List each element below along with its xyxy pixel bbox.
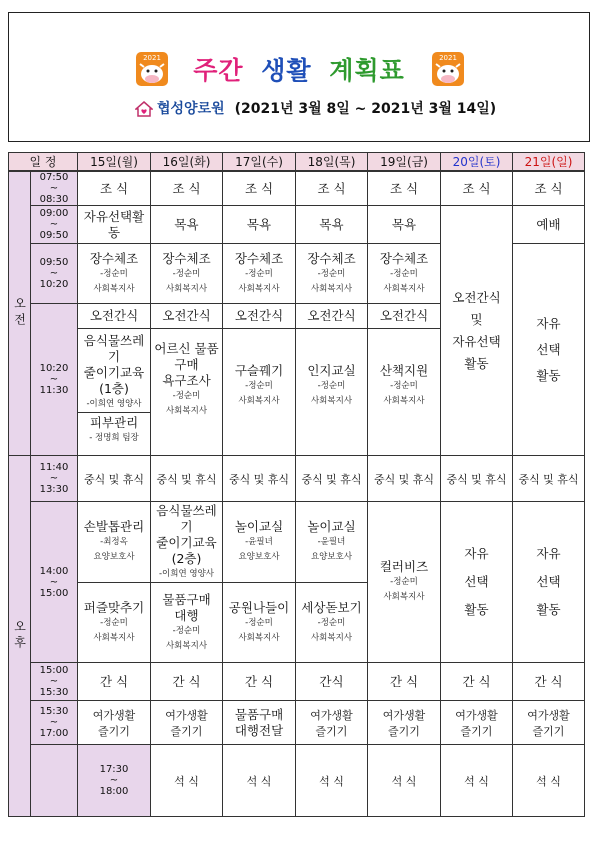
- staff-name: -정순미: [317, 268, 346, 279]
- activity-cell: 목욕: [223, 206, 296, 244]
- day-header: 18일(목): [296, 153, 368, 172]
- activity-line: 대행전달: [234, 722, 284, 738]
- time-end: 11:30: [39, 385, 69, 396]
- activity-title: 피부관리: [89, 415, 139, 430]
- activity-title: (1층): [99, 381, 129, 396]
- title-word-1: 주간: [193, 56, 244, 85]
- activity-title: 줄이기교육: [156, 534, 217, 550]
- activity-title: 어르신 물품: [154, 341, 219, 356]
- staff-name: -정순미: [100, 617, 128, 628]
- svg-text:2021: 2021: [439, 54, 457, 62]
- activity-cell: [151, 244, 223, 304]
- am-label: [9, 171, 31, 456]
- activity-cell: 석 식: [368, 745, 441, 817]
- staff-name: -정순미: [245, 381, 273, 391]
- header-box: [8, 12, 590, 142]
- activity-cell: 석 식: [151, 745, 223, 817]
- activity-cell: 중식 및 휴식: [296, 456, 368, 502]
- activity-cell: 중식 및 휴식: [151, 456, 223, 502]
- time-start: 10:20: [39, 363, 69, 374]
- activity-cell: [296, 701, 368, 745]
- activity-line: 여가생활: [310, 708, 353, 722]
- activity-cell: 조 식: [78, 171, 151, 206]
- table-row: [9, 456, 585, 502]
- activity-cell: 석 식: [223, 745, 296, 817]
- activity-cell: [223, 502, 296, 663]
- time-start: 17:30: [99, 764, 129, 775]
- time-end: 08:30: [39, 194, 69, 205]
- free-line: 자유: [536, 546, 561, 561]
- staff-name: -정순미: [245, 617, 273, 628]
- staff-title: 사회복지사: [93, 283, 135, 294]
- sat-am-line: 오전간식: [452, 289, 501, 305]
- activity-title: 놀이교실: [307, 519, 356, 534]
- activity-line: 여가생활: [527, 708, 570, 722]
- staff-title: 사회복지사: [165, 406, 208, 416]
- activity-cell: [223, 244, 296, 304]
- time-sep: ~: [49, 183, 59, 194]
- time-cell: [31, 244, 78, 304]
- activity-title: 장수체조: [379, 250, 429, 266]
- activity-cell: [78, 304, 151, 456]
- staff-name: -정순미: [172, 391, 201, 401]
- staff-name: -정순미: [390, 577, 418, 587]
- staff-title: 요양보호사: [238, 552, 280, 562]
- time-cell: [31, 456, 78, 502]
- staff-title: 사회복지사: [310, 396, 353, 406]
- org-name: 협성양로원: [157, 101, 225, 117]
- activity-cell: 목욕: [296, 206, 368, 244]
- activity-title: 구슬꿰기: [234, 363, 284, 378]
- time-start: 15:30: [39, 706, 69, 717]
- activity-title: 손발톱관리: [83, 519, 145, 534]
- activity-cell: [78, 701, 151, 745]
- title-word-3: 계획표: [329, 56, 405, 85]
- activity-cell: 목욕: [151, 206, 223, 244]
- activity-cell: 중식 및 휴식: [513, 456, 585, 502]
- activity-title: 장수체조: [162, 250, 211, 266]
- activity-cell: [368, 701, 441, 745]
- subtitle: [135, 98, 496, 118]
- table-row: [9, 701, 585, 745]
- table-row: [9, 745, 585, 817]
- staff-name: -윤필녀: [245, 537, 273, 547]
- staff-name: -정순미: [100, 268, 128, 279]
- staff-name: -이희연 영양사: [78, 397, 150, 413]
- activity-cell-saturday-am: [441, 206, 513, 456]
- activity-cell: 조 식: [368, 171, 441, 206]
- time-cell: [78, 745, 151, 817]
- activity-line: 물품구매: [234, 706, 284, 722]
- activity-line: 여가생활: [165, 708, 208, 722]
- activity-cell: 중식 및 휴식: [368, 456, 441, 502]
- activity-cell: [513, 701, 585, 745]
- activity-title: 장수체조: [89, 250, 139, 266]
- activity-cell: [151, 502, 223, 663]
- time-end: 18:00: [99, 786, 129, 797]
- staff-name: -정순미: [317, 617, 346, 628]
- time-cell: [31, 171, 78, 206]
- activity-title: 공원나들이: [228, 599, 290, 615]
- day-header: 19일(금): [368, 153, 441, 172]
- staff-title: 사회복지사: [238, 283, 280, 294]
- staff-name: -이희연 영양사: [158, 568, 215, 579]
- activity-title: 산책지원: [379, 363, 429, 378]
- time-end: 13:30: [39, 484, 69, 495]
- time-cell: [31, 502, 78, 663]
- staff-title: 사회복지사: [383, 396, 425, 406]
- staff-title: 사회복지사: [383, 592, 425, 602]
- activity-title: 세상돋보기: [301, 599, 362, 615]
- day-header-sunday: 21일(일): [513, 153, 585, 172]
- staff-title: 사회복지사: [383, 283, 425, 294]
- time-cell: [31, 206, 78, 244]
- free-line: 선택: [536, 574, 561, 589]
- activity-cell: 간식: [296, 663, 368, 701]
- staff-name: -정순미: [172, 268, 201, 279]
- am-label-text: 오 전: [12, 297, 27, 325]
- activity-line: 즐기기: [170, 724, 203, 738]
- period: (2021년 3월 8일 ~ 2021년 3월 14일): [234, 101, 497, 117]
- time-cell: [31, 701, 78, 745]
- activity-cell: [441, 502, 513, 663]
- time-end: 10:20: [39, 279, 69, 290]
- staff-name: -정순미: [317, 381, 346, 391]
- time-end: 15:30: [39, 687, 69, 698]
- title-word-2: 생활: [261, 56, 312, 85]
- time-start: 14:00: [39, 565, 69, 577]
- activity-cell: [223, 701, 296, 745]
- staff-title: 요양보호사: [93, 552, 135, 562]
- activity-cell: 석 식: [296, 745, 368, 817]
- staff-title: 사회복지사: [165, 640, 208, 651]
- activity-cell: [78, 244, 151, 304]
- activity-line: 즐기기: [98, 724, 130, 738]
- staff-name: - 정명희 팀장: [89, 433, 139, 443]
- activity-title: 음식물쓰레기: [83, 333, 145, 364]
- time-sep: ~: [49, 676, 59, 687]
- activity-cell: [368, 304, 441, 456]
- activity-cell: 조 식: [513, 171, 585, 206]
- home-heart-icon: [135, 101, 153, 117]
- time-end: 09:50: [39, 230, 69, 241]
- activity-title: 컬러비즈: [379, 559, 429, 574]
- activity-cell: 조 식: [223, 171, 296, 206]
- am-snack: 오전간식: [151, 304, 222, 329]
- activity-cell: 간 식: [223, 663, 296, 701]
- time-sep: ~: [49, 268, 59, 279]
- activity-title: 줄이기교육: [83, 365, 145, 380]
- free-line: 선택: [464, 574, 489, 589]
- activity-cell: 석 식: [513, 745, 585, 817]
- activity-cell: 간 식: [78, 663, 151, 701]
- activity-title: 인지교실: [307, 363, 356, 378]
- activity-title: 욕구조사: [162, 373, 211, 388]
- staff-name: -정순미: [390, 268, 418, 279]
- time-start: 15:00: [39, 665, 69, 676]
- header-row: [9, 153, 585, 172]
- col-header: 일 정: [9, 153, 78, 172]
- activity-cell: 조 식: [441, 171, 513, 206]
- staff-name: -정순미: [172, 625, 201, 636]
- day-header: 15일(월): [78, 153, 151, 172]
- activity-cell-sunday-free: [513, 244, 585, 456]
- activity-cell: 간 식: [441, 663, 513, 701]
- activity-line: 즐기기: [460, 724, 493, 738]
- activity-cell: 간 식: [368, 663, 441, 701]
- staff-title: 사회복지사: [238, 396, 280, 406]
- sat-am-line: 및: [470, 311, 483, 327]
- activity-title: 퍼즐맞추기: [83, 599, 145, 615]
- staff-title: 사회복지사: [310, 283, 353, 294]
- activity-cell: 조 식: [151, 171, 223, 206]
- sat-am-line: 활동: [464, 355, 489, 371]
- time-start: 11:40: [39, 462, 69, 473]
- activity-cell: [78, 502, 151, 663]
- time-sep: ~: [109, 775, 119, 786]
- staff-name: -정순미: [390, 381, 418, 391]
- time-sep: ~: [49, 219, 59, 230]
- activity-title: 대행: [174, 607, 199, 623]
- activity-title: 장수체조: [234, 250, 284, 266]
- am-snack: 오전간식: [78, 304, 150, 329]
- activity-title: 놀이교실: [234, 519, 284, 534]
- activity-cell: [368, 502, 441, 663]
- activity-title: 음식물쓰레기: [156, 502, 217, 534]
- activity-cell: 예배: [513, 206, 585, 244]
- sat-am-line: 자유선택: [452, 333, 501, 349]
- cow-badge-icon: [431, 51, 465, 87]
- activity-cell: [151, 701, 223, 745]
- table-row: [9, 206, 585, 244]
- activity-line: 여가생활: [92, 708, 136, 722]
- activity-title: (2층): [171, 550, 202, 566]
- staff-title: 사회복지사: [93, 632, 135, 643]
- pm-label-text: 오 후: [12, 619, 27, 648]
- svg-text:2021: 2021: [143, 54, 161, 62]
- time-start: 07:50: [39, 172, 69, 183]
- empty-label: [31, 745, 78, 817]
- time-start: 09:50: [39, 257, 69, 268]
- table-row: [9, 663, 585, 701]
- time-cell: [31, 663, 78, 701]
- staff-title: 사회복지사: [238, 632, 280, 643]
- activity-cell: 자유선택활동: [78, 206, 151, 244]
- activity-line: 즐기기: [315, 724, 348, 738]
- am-snack: 오전간식: [368, 304, 440, 329]
- staff-title: 사회복지사: [165, 283, 208, 294]
- free-line: 자유: [536, 315, 561, 331]
- free-line: 활동: [536, 602, 561, 617]
- activity-cell: 중식 및 휴식: [78, 456, 151, 502]
- activity-line: 즐기기: [388, 724, 420, 738]
- activity-cell: 목욕: [368, 206, 441, 244]
- am-snack: 오전간식: [223, 304, 295, 329]
- activity-cell: 석 식: [441, 745, 513, 817]
- time-sep: ~: [49, 374, 59, 385]
- activity-cell: [151, 304, 223, 456]
- day-header: 17일(수): [223, 153, 296, 172]
- time-start: 09:00: [39, 208, 69, 219]
- schedule-table: [8, 152, 585, 817]
- activity-cell: 중식 및 휴식: [223, 456, 296, 502]
- activity-cell: [441, 701, 513, 745]
- time-end: 15:00: [39, 587, 69, 599]
- activity-cell: [296, 502, 368, 663]
- activity-title: 장수체조: [307, 250, 356, 266]
- table-row: [9, 502, 585, 663]
- activity-cell: 조 식: [296, 171, 368, 206]
- day-header: 16일(화): [151, 153, 223, 172]
- activity-cell: [368, 244, 441, 304]
- pm-label: [9, 456, 31, 817]
- activity-cell: 중식 및 휴식: [441, 456, 513, 502]
- free-line: 활동: [536, 367, 561, 383]
- am-snack: 오전간식: [296, 304, 367, 329]
- time-sep: ~: [49, 576, 59, 588]
- day-header-saturday: 20일(토): [441, 153, 513, 172]
- activity-title: 물품구매: [162, 591, 211, 607]
- staff-name: -정순미: [245, 268, 273, 279]
- staff-title: 사회복지사: [310, 632, 353, 643]
- activity-title: 구매: [174, 357, 199, 372]
- time-end: 17:00: [39, 728, 69, 739]
- time-sep: ~: [49, 473, 59, 484]
- table-row: [9, 171, 585, 206]
- activity-line: 즐기기: [532, 724, 565, 738]
- staff-title: 요양보호사: [310, 552, 353, 562]
- activity-line: 여가생활: [455, 708, 498, 722]
- time-cell: [31, 304, 78, 456]
- activity-cell: 간 식: [513, 663, 585, 701]
- free-line: 선택: [536, 341, 561, 357]
- staff-name: -최정옥: [100, 537, 128, 547]
- activity-cell: [223, 304, 296, 456]
- free-line: 자유: [464, 546, 489, 561]
- activity-cell: [513, 502, 585, 663]
- time-sep: ~: [49, 717, 59, 728]
- free-line: 활동: [464, 602, 489, 617]
- activity-line: 여가생활: [382, 708, 426, 722]
- staff-name: -윤필녀: [317, 537, 346, 547]
- page-title: [9, 51, 589, 87]
- activity-cell: 간 식: [151, 663, 223, 701]
- activity-cell: [296, 244, 368, 304]
- activity-cell: [296, 304, 368, 456]
